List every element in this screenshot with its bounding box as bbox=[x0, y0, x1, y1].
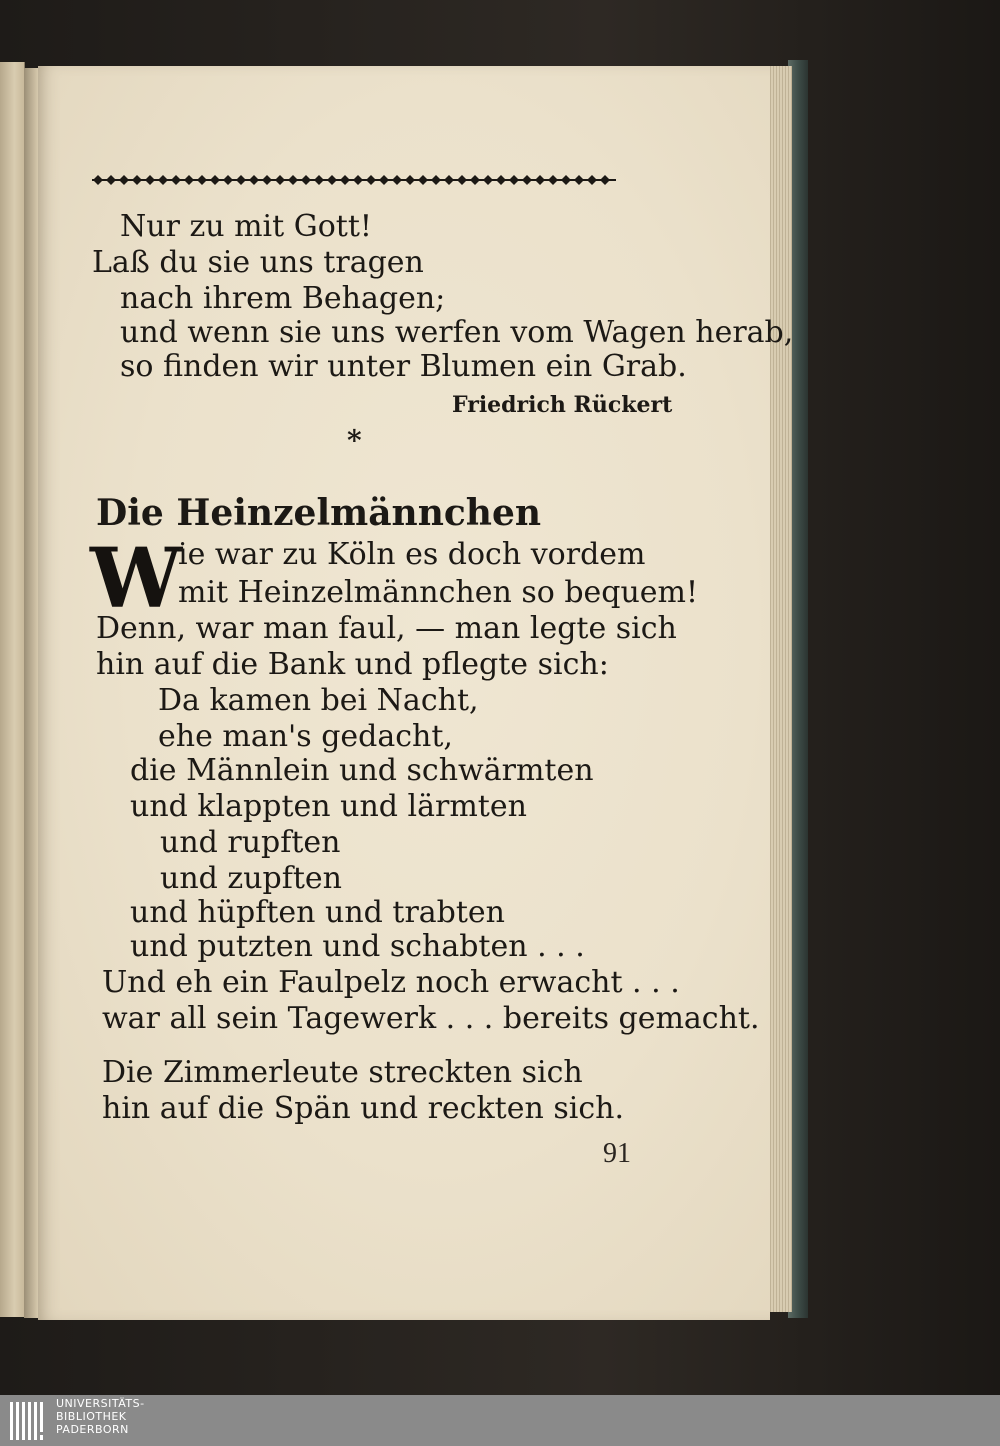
poem2-line-10: und zupften bbox=[160, 861, 342, 896]
ornament-diamond bbox=[470, 175, 480, 185]
ornament-diamond bbox=[288, 175, 298, 185]
ornament-diamond bbox=[366, 175, 376, 185]
ornament-diamond bbox=[561, 175, 571, 185]
ornament-diamond bbox=[574, 175, 584, 185]
library-footer bbox=[0, 1395, 1000, 1446]
library-name-line-3: PADERBORN bbox=[56, 1423, 129, 1436]
ornament-diamond bbox=[184, 175, 194, 185]
ornament-diamond bbox=[509, 175, 519, 185]
section-separator: * bbox=[347, 424, 362, 457]
poem2-line-4: hin auf die Bank und pflegte sich: bbox=[96, 647, 609, 682]
poem2-line-12: und putzten und schabten . . . bbox=[130, 929, 585, 964]
left-page-edge bbox=[0, 62, 25, 1317]
poem2-line-6: ehe man's gedacht, bbox=[158, 719, 453, 754]
ornament-diamond bbox=[223, 175, 233, 185]
poem2-line-2: mit Heinzelmännchen so bequem! bbox=[178, 575, 699, 610]
library-logo-icon bbox=[8, 1400, 48, 1442]
poem2-line-13: Und eh ein Faulpelz noch erwacht . . . bbox=[102, 965, 680, 1000]
ornament-diamond bbox=[405, 175, 415, 185]
drop-cap: W bbox=[90, 531, 183, 627]
ornament-diamond bbox=[340, 175, 350, 185]
poem2-line-11: und hüpften und trabten bbox=[130, 895, 505, 930]
library-name-line-2: BIBLIOTHEK bbox=[56, 1410, 127, 1423]
ornament-diamond bbox=[158, 175, 168, 185]
ornament-diamond bbox=[171, 175, 181, 185]
ornament-diamond bbox=[431, 175, 441, 185]
library-name-line-1: UNIVERSITÄTS- bbox=[56, 1397, 145, 1410]
poem2-line-3: Denn, war man faul, — man legte sich bbox=[96, 611, 677, 646]
ornament-diamond bbox=[522, 175, 532, 185]
ornament-diamond bbox=[353, 175, 363, 185]
poem2-title: Die Heinzelmännchen bbox=[96, 492, 542, 534]
ornament-diamond bbox=[210, 175, 220, 185]
ornament-diamond bbox=[314, 175, 324, 185]
ornament-diamond bbox=[496, 175, 506, 185]
ornament-diamond bbox=[379, 175, 389, 185]
ornament-diamond bbox=[262, 175, 272, 185]
ornament-diamond bbox=[275, 175, 285, 185]
ornament-diamond bbox=[327, 175, 337, 185]
book-gutter bbox=[24, 68, 38, 1318]
ornament-diamond bbox=[535, 175, 545, 185]
ornament-diamond bbox=[145, 175, 155, 185]
page-stack-edge bbox=[768, 66, 792, 1312]
poem2-line-8: und klappten und lärmten bbox=[130, 789, 527, 824]
ornament-diamond bbox=[119, 175, 129, 185]
poem2-line-16: hin auf die Spän und reckten sich. bbox=[102, 1091, 624, 1126]
poem1-line-1: Nur zu mit Gott! bbox=[120, 209, 372, 244]
ornament-diamond bbox=[418, 175, 428, 185]
poem1-line-2: Laß du sie uns tragen bbox=[92, 245, 424, 280]
ornament-diamond bbox=[457, 175, 467, 185]
ornament-diamond bbox=[444, 175, 454, 185]
ornament-diamond bbox=[483, 175, 493, 185]
ornament-diamond bbox=[301, 175, 311, 185]
ornament-diamond bbox=[249, 175, 259, 185]
ornament-diamond bbox=[392, 175, 402, 185]
ornament-diamond bbox=[106, 175, 116, 185]
ornament-diamond bbox=[197, 175, 207, 185]
poem1-author: Friedrich Rückert bbox=[452, 392, 673, 418]
poem2-line-9: und rupften bbox=[160, 825, 341, 860]
poem1-line-4: und wenn sie uns werfen vom Wagen herab, bbox=[120, 315, 794, 350]
ornament-diamond bbox=[93, 175, 103, 185]
page-number: 91 bbox=[603, 1138, 631, 1169]
poem2-line-5: Da kamen bei Nacht, bbox=[158, 683, 479, 718]
poem1-line-3: nach ihrem Behagen; bbox=[120, 281, 446, 316]
ornamental-rule bbox=[92, 172, 616, 188]
poem2-line-15: Die Zimmerleute streckten sich bbox=[102, 1055, 583, 1090]
ornament-diamond bbox=[587, 175, 597, 185]
poem1-line-5: so finden wir unter Blumen ein Grab. bbox=[120, 349, 687, 384]
poem2-line-1: ie war zu Köln es doch vordem bbox=[178, 537, 646, 572]
ornament-diamond bbox=[548, 175, 558, 185]
poem2-line-7: die Männlein und schwärmten bbox=[130, 753, 594, 788]
ornament-diamond bbox=[600, 175, 610, 185]
ornament-diamond bbox=[132, 175, 142, 185]
poem2-line-14: war all sein Tagewerk . . . bereits gemacht. bbox=[102, 1001, 760, 1036]
ornament-diamond bbox=[236, 175, 246, 185]
